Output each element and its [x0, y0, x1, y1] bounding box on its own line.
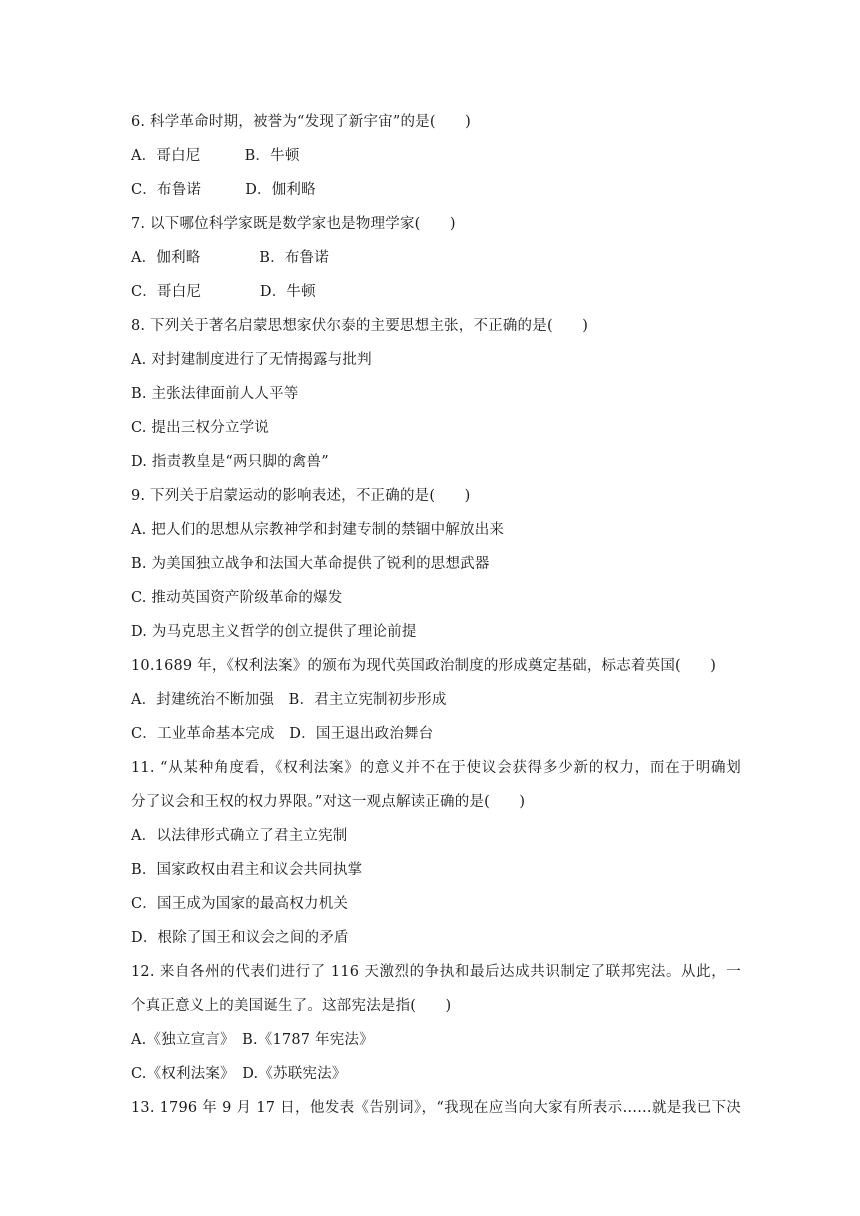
question-12-stem-line-2: 个真正意义上的美国诞生了。这部宪法是指( )	[131, 998, 452, 1014]
question-9-option-b: B. 为美国独立战争和法国大革命提供了锐利的思想武器	[131, 556, 490, 572]
question-11-stem-line-1: 11. “从某种角度看，《权利法案》的意义并不在于使议会获得多少新的权力，而在于明确划	[131, 760, 741, 776]
question-11-option-a: A．以法律形式确立了君主立宪制	[131, 828, 348, 844]
question-9-option-c: C. 推动英国资产阶级革命的爆发	[131, 590, 343, 606]
question-12-stem-line-1: 12. 来自各州的代表们进行了 116 天激烈的争执和最后达成共识制定了联邦宪法。从此，一	[131, 964, 741, 980]
question-8-option-b: B. 主张法律面前人人平等	[131, 386, 299, 402]
question-7-stem: 7. 以下哪位科学家既是数学家也是物理学家( )	[131, 216, 456, 232]
question-7-options-cd: C．哥白尼 D．牛顿	[131, 284, 316, 300]
question-7-options-ab: A．伽利略 B．布鲁诺	[131, 250, 329, 266]
question-10-options-cd: C．工业革命基本完成 D．国王退出政治舞台	[131, 726, 434, 742]
question-11-option-b: B．国家政权由君主和议会共同执掌	[131, 862, 363, 878]
question-6-stem: 6. 科学革命时期，被誉为“发现了新宇宙”的是( )	[131, 114, 471, 130]
question-6-options-cd: C．布鲁诺 D．伽利略	[131, 182, 316, 198]
question-9-option-a: A. 把人们的思想从宗教神学和封建专制的禁锢中解放出来	[131, 522, 505, 538]
question-6-options-ab: A．哥白尼 B．牛顿	[131, 148, 300, 164]
question-12-options-cd: C.《权利法案》 D.《苏联宪法》	[131, 1066, 347, 1082]
question-10-stem: 10.1689 年，《权利法案》的颁布为现代英国政治制度的形成奠定基础，标志着英国( )	[131, 658, 717, 674]
question-8-option-d: D. 指责教皇是“两只脚的禽兽”	[131, 454, 329, 470]
question-9-stem: 9. 下列关于启蒙运动的影响表述，不正确的是( )	[131, 488, 471, 504]
question-9-option-d: D. 为马克思主义哲学的创立提供了理论前提	[131, 624, 417, 640]
question-11-option-d: D．根除了国王和议会之间的矛盾	[131, 930, 349, 946]
question-8-option-c: C. 提出三权分立学说	[131, 420, 269, 436]
question-10-options-ab: A．封建统治不断加强 B．君主立宪制初步形成	[131, 692, 447, 708]
question-8-stem: 8. 下列关于著名启蒙思想家伏尔泰的主要思想主张，不正确的是( )	[131, 318, 589, 334]
question-11-stem-line-2: 分了议会和王权的权力界限。”对这一观点解读正确的是( )	[131, 794, 526, 810]
question-13-stem-line-1: 13. 1796 年 9 月 17 日，他发表《告别词》，“我现在应当向大家有所表示……就是我已下决	[131, 1100, 741, 1116]
question-12-options-ab: A.《独立宣言》 B.《1787 年宪法》	[131, 1032, 374, 1048]
question-11-option-c: C．国王成为国家的最高权力机关	[131, 896, 349, 912]
question-8-option-a: A. 对封建制度进行了无情揭露与批判	[131, 352, 372, 368]
